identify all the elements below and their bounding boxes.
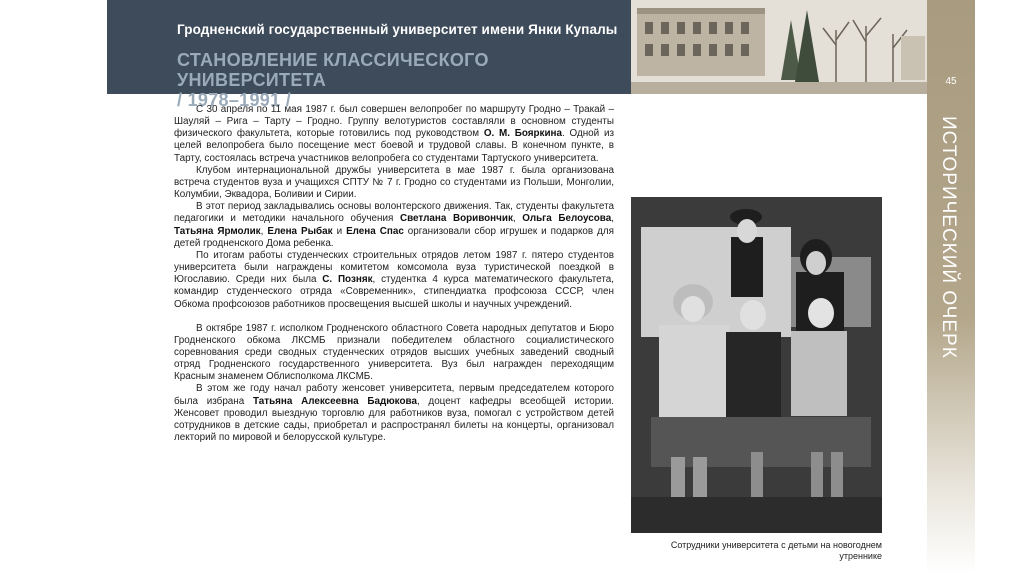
bold-name: О. М. Бояркина bbox=[483, 128, 562, 140]
bold-name: Елена Рыбак bbox=[267, 225, 333, 237]
bold-name: Ольга Белоусова bbox=[522, 213, 612, 225]
sidebar-strip bbox=[927, 0, 975, 574]
campus-photo bbox=[631, 0, 927, 94]
paragraph-3: В этот период закладывались основы волонтерского движения. Так, студенты факультета педагогики и методики начального обучения Светлана Воривончик, Ольга Белоусова, Татьяна Ярмолик, Елена Рыбак и Елена Спас организовали сбор игрушек и подарков для детей гродненского Дома ребенка. bbox=[174, 201, 615, 249]
bold-name: С. Позняк bbox=[322, 274, 373, 286]
section-title-years: / 1978–1991 / bbox=[177, 90, 292, 110]
photo-caption bbox=[631, 540, 882, 562]
bold-name: Татьяна Ярмолик bbox=[174, 225, 261, 237]
paragraph-5: В октябре 1987 г. исполком Гродненского областного Совета народных депутатов и Бюро Гродненского обкома ЛКСМБ признали победителем областного социалистического соревнования среди сводных студенческих отрядов высших учебных заведений сводный отряд Гродненского государственного университета. Вуз был награжден переходящим Красным знаменем Облисполкома ЛКСМБ. bbox=[174, 322, 614, 383]
section-title-line1: СТАНОВЛЕНИЕ КЛАССИЧЕСКОГО УНИВЕРСИТЕТА bbox=[177, 50, 489, 90]
bold-name: Татьяна Алексеевна Бадюкова bbox=[252, 395, 417, 407]
university-name: Гродненский государственный университет имени Янки Купалы bbox=[177, 22, 618, 37]
paragraph-2: Клубом интернациональной дружбы университета в мае 1987 г. была организована встреча студентов вуза и учащихся СПТУ № 7 г. Гродно со студентами из Польши, Монголии, Колумбии, Эквадора, Боливии и Сирии. bbox=[174, 164, 614, 201]
paragraph-6: В этом же году начал работу женсовет университета, первым председателем которого была избрана Татьяна Алексеевна Бадюкова, доцент кафедры всеобщей истории. Женсовет проводил выездную торговлю для работников вуза, помогал с устройством детей сотрудников в детские сады, приобретал и распространял билеты на концерты, организовал лекторий по мировой и белорусской культуре. bbox=[174, 383, 614, 444]
campus-photo-image bbox=[631, 0, 927, 94]
caption-line-2: утреннике bbox=[839, 551, 882, 561]
page-number: 45 bbox=[945, 76, 957, 87]
header-banner bbox=[107, 0, 631, 110]
group-photo-image bbox=[631, 197, 882, 533]
section-title bbox=[177, 50, 631, 110]
section-vertical-label: ИСТОРИЧЕСКИЙ ОЧЕРК bbox=[938, 116, 959, 359]
paragraph-1: С 30 апреля по 11 мая 1987 г. был совершен велопробег по маршруту Гродно – Тракай – Шауляй – Рига – Тарту – Гродно. Группу велотуристов составляли в основном студенты физического факультета, которые готовились под руководством О. М. Бояркина. Одной из целей велопробега было посещение мест боевой и трудовой славы. В конечном пункте, в Тарту, состоялась встреча участников велопробега со студентами Тартуского университета. bbox=[174, 104, 614, 164]
caption-line-1: Сотрудники университета с детьми на новогоднем bbox=[670, 540, 882, 550]
paragraph-4: По итогам работы студенческих строительных отрядов летом 1987 г. пятеро студентов университета были награждены комитетом комсомола вуза туристической поездкой в Югославию. Среди них была С. Позняк, студентка 4 курса математического факультета, командир студенческого отряда «Современник», стипендиатка профсоюза СССР, член Обкома профсоюзов работников просвещения высшей школы и научных учреждений. bbox=[174, 249, 614, 310]
group-photo bbox=[631, 197, 882, 533]
bold-name: Светлана Воривончик bbox=[399, 213, 513, 225]
bold-name: Елена Спас bbox=[346, 225, 404, 237]
article-body bbox=[174, 104, 614, 444]
